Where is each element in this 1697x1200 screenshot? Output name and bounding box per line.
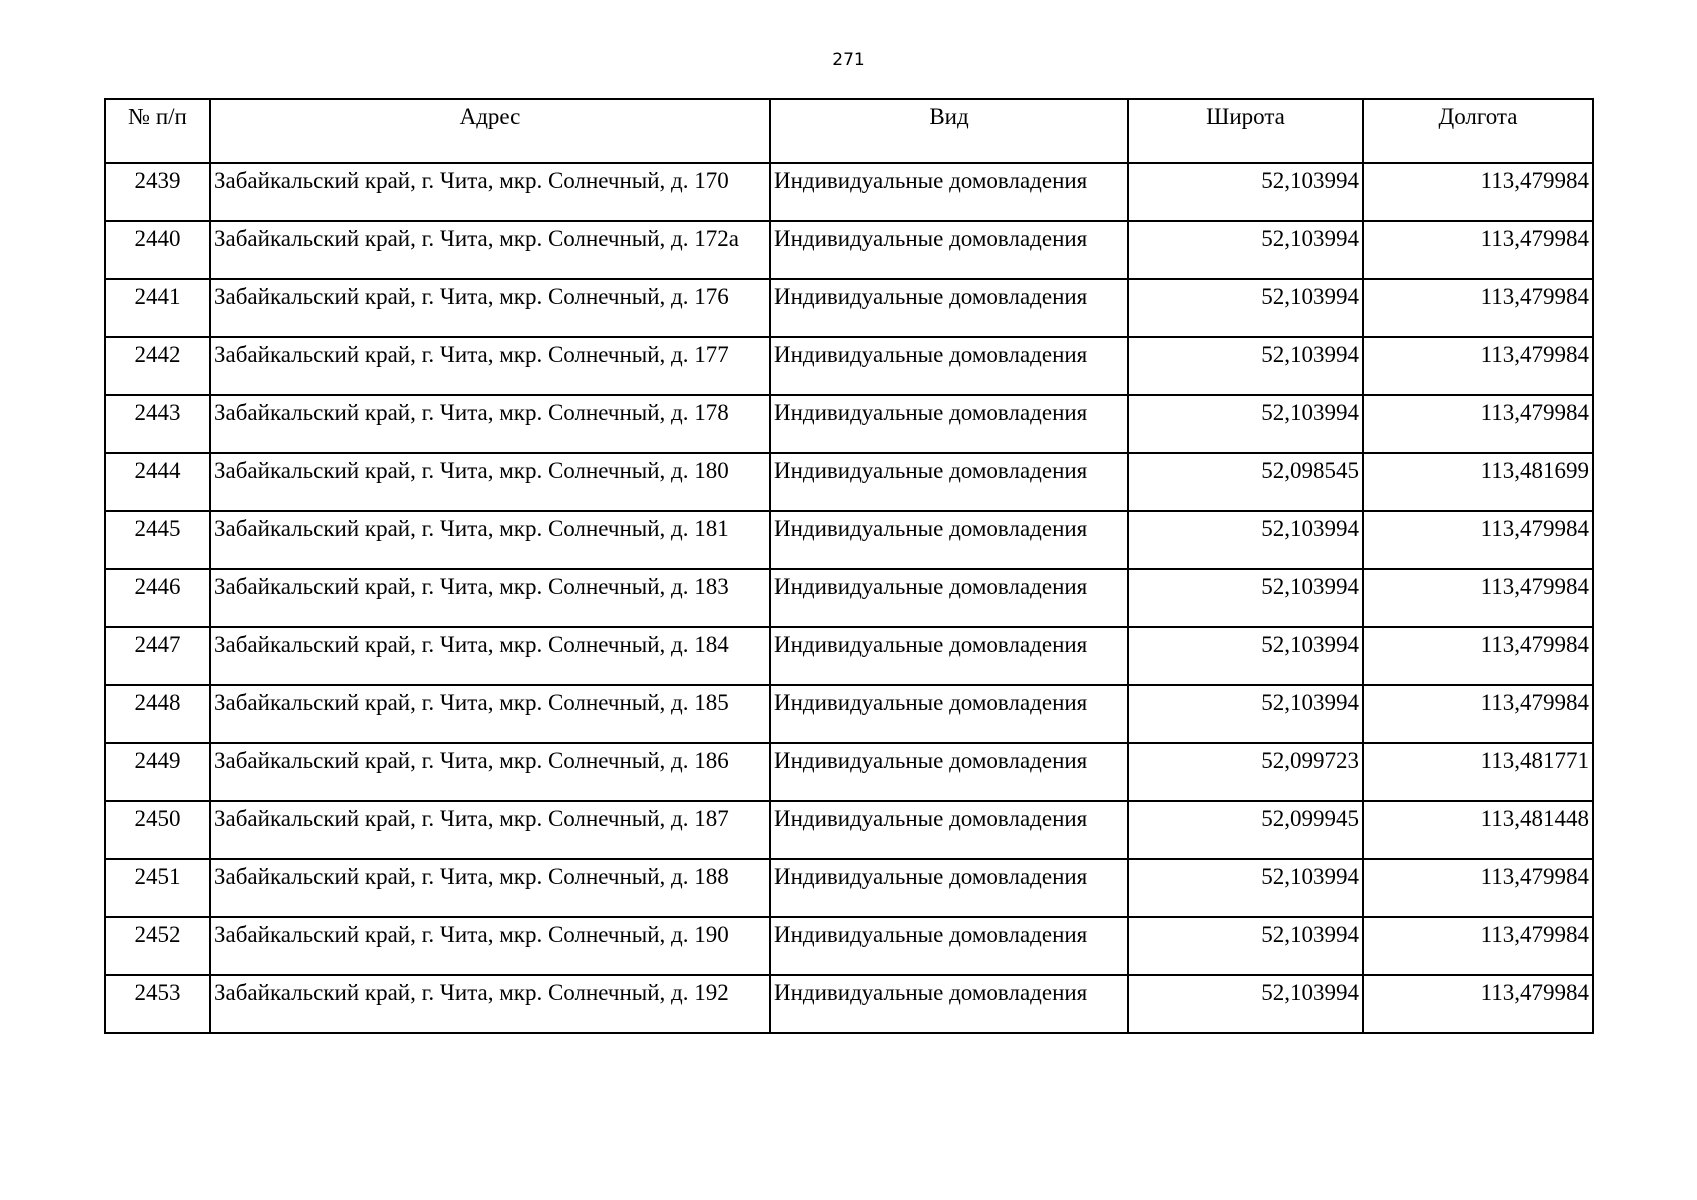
- row-address: Забайкальский край, г. Чита, мкр. Солнечный, д. 185: [210, 685, 770, 743]
- row-longitude: 113,481699: [1363, 453, 1593, 511]
- row-type: Индивидуальные домовладения: [770, 569, 1128, 627]
- header-type: Вид: [770, 99, 1128, 163]
- row-type: Индивидуальные домовладения: [770, 975, 1128, 1033]
- table-row: [105, 337, 1593, 395]
- row-longitude: 113,479984: [1363, 859, 1593, 917]
- table-body: [105, 163, 1593, 1033]
- table-row: [105, 453, 1593, 511]
- table-row: [105, 801, 1593, 859]
- row-longitude: 113,479984: [1363, 337, 1593, 395]
- table-row: [105, 685, 1593, 743]
- row-type: Индивидуальные домовладения: [770, 511, 1128, 569]
- row-longitude: 113,479984: [1363, 279, 1593, 337]
- row-latitude: 52,103994: [1128, 337, 1363, 395]
- row-type: Индивидуальные домовладения: [770, 221, 1128, 279]
- row-address: Забайкальский край, г. Чита, мкр. Солнечный, д. 178: [210, 395, 770, 453]
- row-address: Забайкальский край, г. Чита, мкр. Солнечный, д. 192: [210, 975, 770, 1033]
- row-longitude: 113,481771: [1363, 743, 1593, 801]
- table-row: [105, 569, 1593, 627]
- row-latitude: 52,103994: [1128, 917, 1363, 975]
- row-number: 2444: [105, 453, 210, 511]
- row-number: 2441: [105, 279, 210, 337]
- row-longitude: 113,481448: [1363, 801, 1593, 859]
- row-longitude: 113,479984: [1363, 685, 1593, 743]
- row-longitude: 113,479984: [1363, 627, 1593, 685]
- row-latitude: 52,103994: [1128, 569, 1363, 627]
- row-number: 2453: [105, 975, 210, 1033]
- row-latitude: 52,103994: [1128, 163, 1363, 221]
- row-latitude: 52,103994: [1128, 511, 1363, 569]
- row-latitude: 52,103994: [1128, 395, 1363, 453]
- row-type: Индивидуальные домовладения: [770, 685, 1128, 743]
- row-address: Забайкальский край, г. Чита, мкр. Солнечный, д. 170: [210, 163, 770, 221]
- row-address: Забайкальский край, г. Чита, мкр. Солнечный, д. 190: [210, 917, 770, 975]
- row-type: Индивидуальные домовладения: [770, 279, 1128, 337]
- row-address: Забайкальский край, г. Чита, мкр. Солнечный, д. 183: [210, 569, 770, 627]
- table-row: [105, 917, 1593, 975]
- row-type: Индивидуальные домовладения: [770, 453, 1128, 511]
- row-number: 2442: [105, 337, 210, 395]
- header-longitude: Долгота: [1363, 99, 1593, 163]
- row-longitude: 113,479984: [1363, 395, 1593, 453]
- row-number: 2451: [105, 859, 210, 917]
- row-address: Забайкальский край, г. Чита, мкр. Солнечный, д. 187: [210, 801, 770, 859]
- page-number: 271: [832, 50, 865, 70]
- row-latitude: 52,103994: [1128, 975, 1363, 1033]
- row-longitude: 113,479984: [1363, 975, 1593, 1033]
- table-row: [105, 395, 1593, 453]
- table-row: [105, 743, 1593, 801]
- row-address: Забайкальский край, г. Чита, мкр. Солнечный, д. 184: [210, 627, 770, 685]
- row-address: Забайкальский край, г. Чита, мкр. Солнечный, д. 181: [210, 511, 770, 569]
- row-number: 2440: [105, 221, 210, 279]
- table-row: [105, 279, 1593, 337]
- table-row: [105, 627, 1593, 685]
- table-row: [105, 221, 1593, 279]
- row-number: 2450: [105, 801, 210, 859]
- row-longitude: 113,479984: [1363, 917, 1593, 975]
- table-row: [105, 859, 1593, 917]
- header-number: № п/п: [105, 99, 210, 163]
- row-type: Индивидуальные домовладения: [770, 917, 1128, 975]
- table-header-row: [105, 99, 1593, 163]
- row-longitude: 113,479984: [1363, 221, 1593, 279]
- row-latitude: 52,103994: [1128, 279, 1363, 337]
- row-number: 2449: [105, 743, 210, 801]
- row-address: Забайкальский край, г. Чита, мкр. Солнечный, д. 177: [210, 337, 770, 395]
- row-longitude: 113,479984: [1363, 569, 1593, 627]
- row-type: Индивидуальные домовладения: [770, 801, 1128, 859]
- row-latitude: 52,103994: [1128, 627, 1363, 685]
- header-address: Адрес: [210, 99, 770, 163]
- row-latitude: 52,103994: [1128, 859, 1363, 917]
- row-latitude: 52,098545: [1128, 453, 1363, 511]
- row-type: Индивидуальные домовладения: [770, 859, 1128, 917]
- row-address: Забайкальский край, г. Чита, мкр. Солнечный, д. 186: [210, 743, 770, 801]
- row-type: Индивидуальные домовладения: [770, 337, 1128, 395]
- row-number: 2452: [105, 917, 210, 975]
- row-number: 2448: [105, 685, 210, 743]
- row-address: Забайкальский край, г. Чита, мкр. Солнечный, д. 188: [210, 859, 770, 917]
- address-table: [104, 98, 1594, 1034]
- row-type: Индивидуальные домовладения: [770, 395, 1128, 453]
- row-number: 2447: [105, 627, 210, 685]
- header-latitude: Широта: [1128, 99, 1363, 163]
- row-latitude: 52,103994: [1128, 685, 1363, 743]
- row-type: Индивидуальные домовладения: [770, 743, 1128, 801]
- row-number: 2439: [105, 163, 210, 221]
- row-number: 2446: [105, 569, 210, 627]
- row-address: Забайкальский край, г. Чита, мкр. Солнечный, д. 176: [210, 279, 770, 337]
- table-row: [105, 511, 1593, 569]
- row-number: 2443: [105, 395, 210, 453]
- table-row: [105, 975, 1593, 1033]
- row-latitude: 52,099723: [1128, 743, 1363, 801]
- row-latitude: 52,099945: [1128, 801, 1363, 859]
- row-longitude: 113,479984: [1363, 511, 1593, 569]
- table-row: [105, 163, 1593, 221]
- row-latitude: 52,103994: [1128, 221, 1363, 279]
- row-number: 2445: [105, 511, 210, 569]
- row-type: Индивидуальные домовладения: [770, 163, 1128, 221]
- row-longitude: 113,479984: [1363, 163, 1593, 221]
- row-type: Индивидуальные домовладения: [770, 627, 1128, 685]
- row-address: Забайкальский край, г. Чита, мкр. Солнечный, д. 172а: [210, 221, 770, 279]
- row-address: Забайкальский край, г. Чита, мкр. Солнечный, д. 180: [210, 453, 770, 511]
